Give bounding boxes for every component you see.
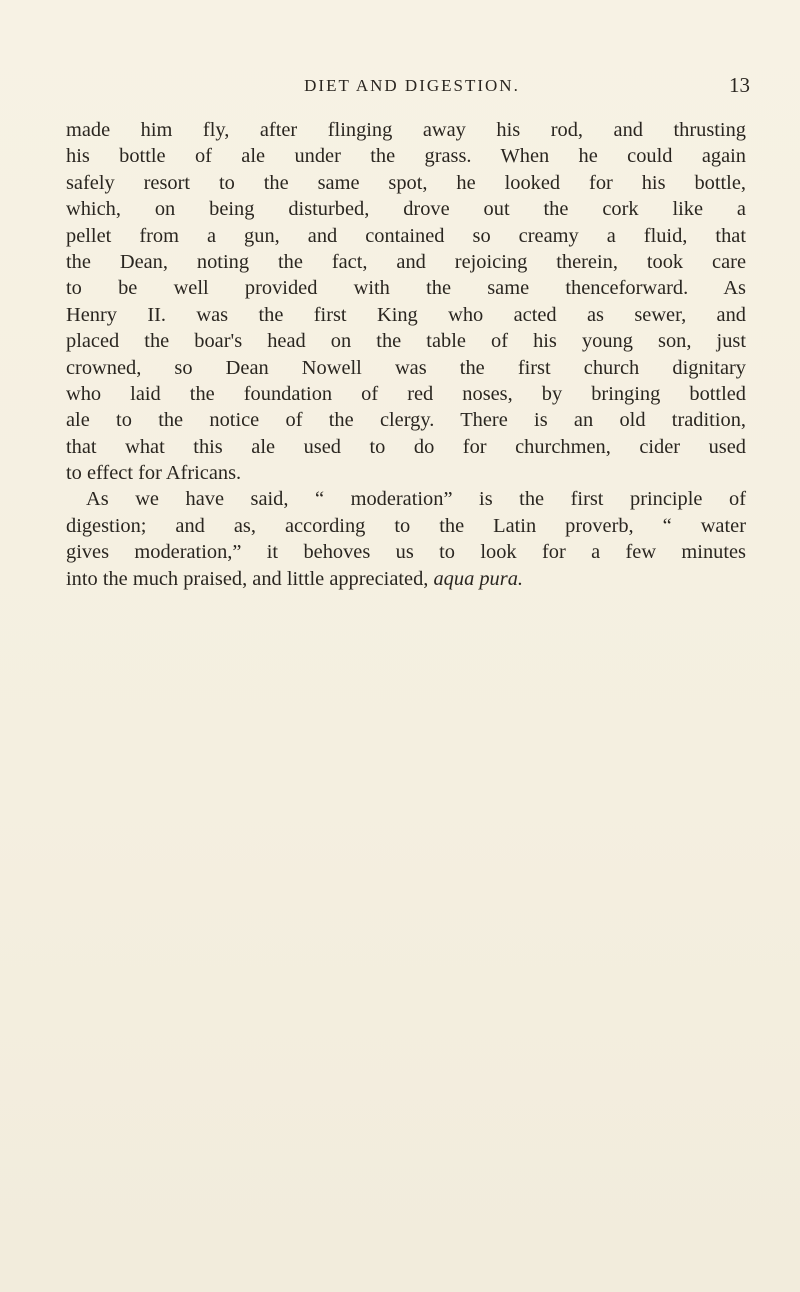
text-line: his bottle of ale under the grass. When he could again [66, 145, 746, 168]
text-line: which, on being disturbed, drove out the cork like a [66, 198, 746, 221]
text-line-content: into the much praised, and little appreciated, [66, 567, 429, 590]
text-line: placed the boar's head on the table of his young son, just [66, 330, 746, 353]
running-title: DIET AND DIGESTION. [304, 76, 520, 95]
text-line: pellet from a gun, and contained so creamy a fluid, that [66, 224, 746, 247]
text-line: who laid the foundation of red noses, by bringing bottled [66, 382, 746, 405]
text-line: the Dean, noting the fact, and rejoicing therein, took care [66, 250, 746, 273]
paragraph-1 [66, 117, 746, 486]
text-line: digestion; and as, according to the Latin proverb, “ water [66, 514, 746, 537]
running-head [66, 73, 758, 102]
text-line: gives moderation,” it behoves us to look for a few minutes [66, 541, 746, 564]
body-text [66, 117, 746, 592]
text-line: As we have said, “ moderation” is the first principle of [86, 488, 746, 511]
page-number: 13 [729, 73, 750, 97]
text-line-final [66, 566, 746, 592]
text-line: to effect for Africans. [66, 462, 242, 485]
text-line: Henry II. was the first King who acted as sewer, and [66, 303, 746, 326]
text-line: made him fly, after flinging away his rod, and thrusting [66, 119, 746, 141]
text-line: ale to the notice of the clergy. There is an old tradition, [66, 409, 746, 432]
text-line: crowned, so Dean Nowell was the first church dignitary [66, 356, 746, 379]
text-line: to be well provided with the same thenceforward. As [66, 277, 746, 300]
text-line: safely resort to the same spot, he looked for his bottle, [66, 171, 746, 194]
text-line: that what this ale used to do for churchmen, cider used [66, 435, 746, 458]
paragraph-2 [66, 486, 746, 592]
italic-phrase: aqua pura. [433, 567, 523, 590]
